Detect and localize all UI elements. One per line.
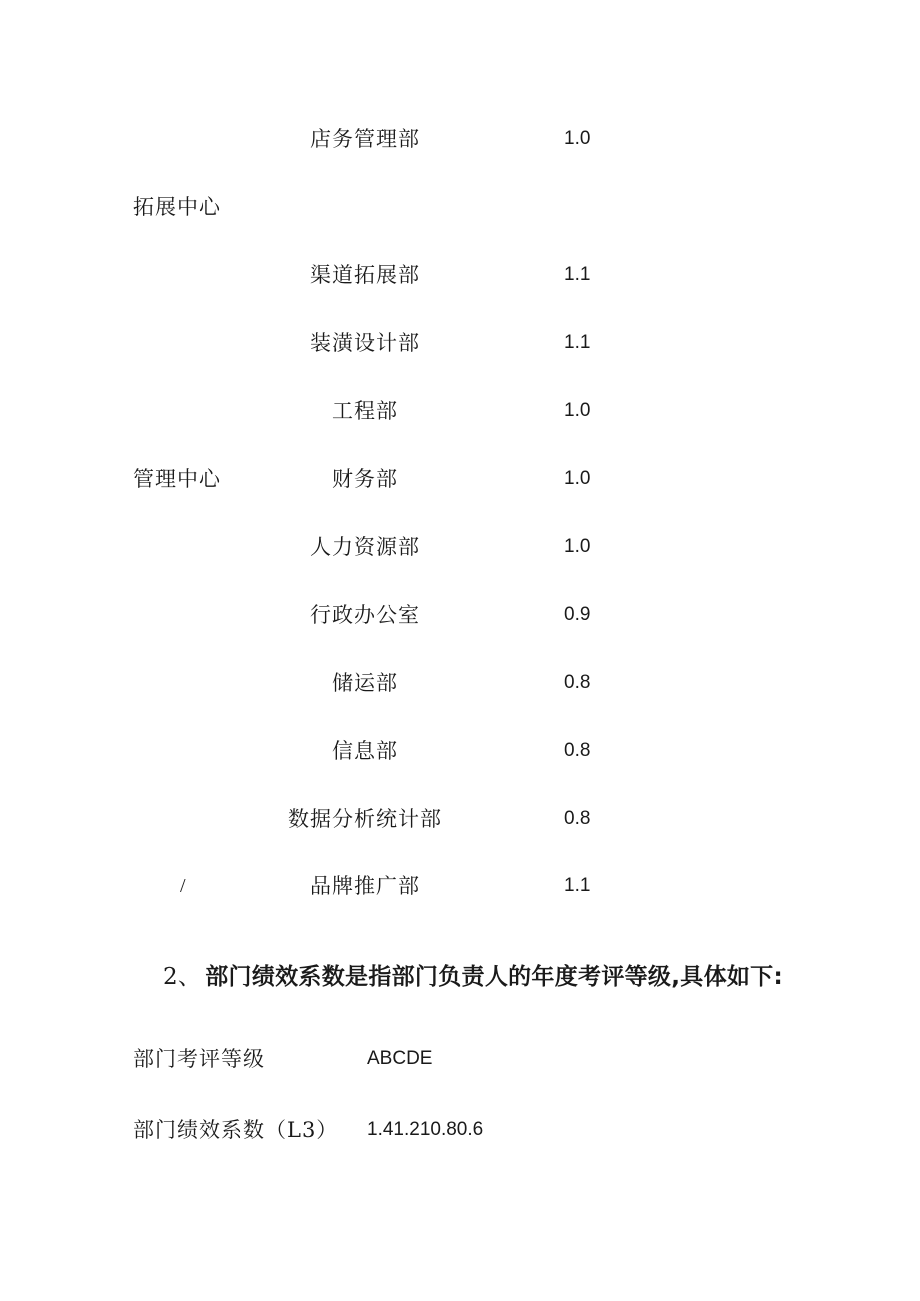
department-coefficient: 1.0 bbox=[564, 536, 591, 557]
department-coefficient: 1.0 bbox=[564, 400, 591, 421]
table-row bbox=[0, 600, 920, 630]
department-coefficient: 0.8 bbox=[564, 740, 591, 761]
grade-row bbox=[0, 1044, 920, 1074]
department-name: 店务管理部 bbox=[310, 127, 420, 151]
department-name: 信息部 bbox=[332, 739, 398, 763]
table-row bbox=[0, 124, 920, 154]
table-row bbox=[0, 192, 920, 222]
department-name: 渠道拓展部 bbox=[310, 263, 420, 287]
center-placeholder-slash: / bbox=[180, 875, 186, 897]
coefficient-value: 1.41.210.80.6 bbox=[367, 1119, 484, 1140]
department-name: 人力资源部 bbox=[310, 535, 420, 559]
department-coefficient: 0.8 bbox=[564, 808, 591, 829]
section-heading bbox=[163, 960, 783, 994]
department-name: 储运部 bbox=[332, 671, 398, 695]
table-row bbox=[0, 668, 920, 698]
center-name: 管理中心 bbox=[133, 467, 221, 491]
grade-label: 部门考评等级 bbox=[133, 1047, 265, 1071]
department-coefficient: 1.0 bbox=[564, 468, 591, 489]
section-index: 2、 bbox=[163, 964, 202, 990]
table-row bbox=[0, 532, 920, 562]
section-heading-text: 部门绩效系数是指部门负责人的年度考评等级,具体如下: bbox=[205, 964, 783, 990]
department-coefficient: 0.9 bbox=[564, 604, 591, 625]
department-coefficient: 1.1 bbox=[564, 875, 591, 896]
table-row bbox=[0, 328, 920, 358]
department-name: 装潢设计部 bbox=[310, 331, 420, 355]
coefficient-row bbox=[0, 1115, 920, 1145]
table-row bbox=[0, 736, 920, 766]
grade-value: ABCDE bbox=[367, 1048, 433, 1069]
table-row bbox=[0, 260, 920, 290]
department-coefficient: 1.1 bbox=[564, 264, 591, 285]
table-row bbox=[0, 464, 920, 494]
department-name: 行政办公室 bbox=[310, 603, 420, 627]
department-coefficient: 1.0 bbox=[564, 128, 591, 149]
department-coefficient: 0.8 bbox=[564, 672, 591, 693]
table-row bbox=[0, 871, 920, 901]
department-coefficient: 1.1 bbox=[564, 332, 591, 353]
table-row bbox=[0, 804, 920, 834]
coefficient-label: 部门绩效系数（L3） bbox=[133, 1118, 339, 1142]
department-name: 工程部 bbox=[332, 399, 398, 423]
department-name: 财务部 bbox=[332, 467, 398, 491]
department-name: 品牌推广部 bbox=[310, 874, 420, 898]
center-name: 拓展中心 bbox=[133, 195, 221, 219]
department-name: 数据分析统计部 bbox=[288, 807, 442, 831]
table-row bbox=[0, 396, 920, 426]
